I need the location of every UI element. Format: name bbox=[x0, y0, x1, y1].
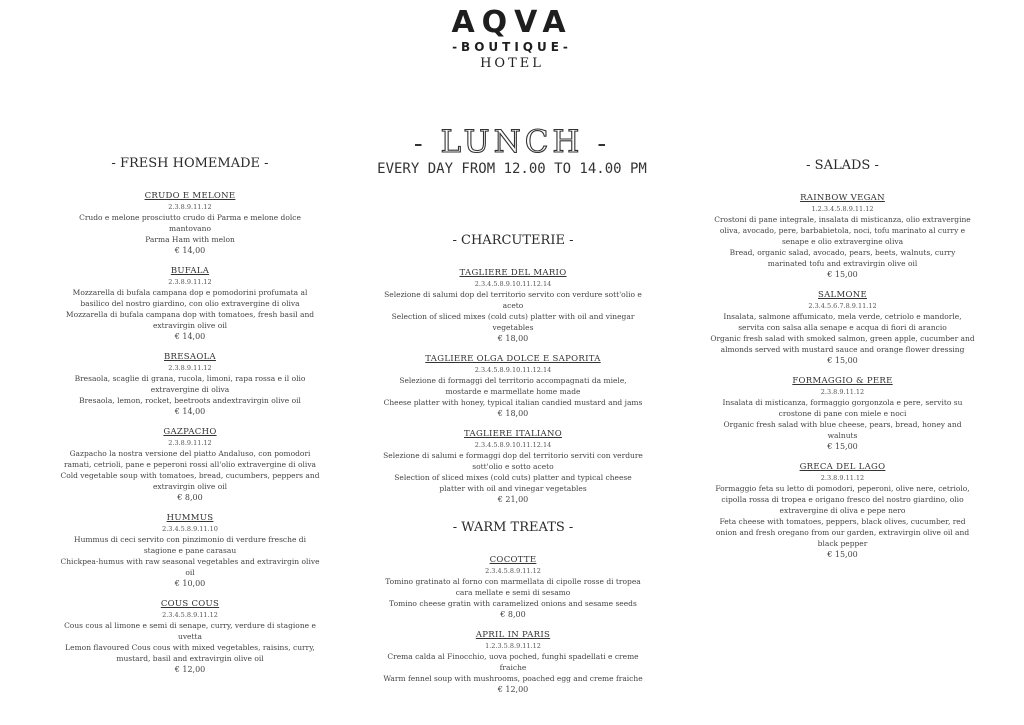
menu-item-name: FORMAGGIO & PERE bbox=[792, 376, 893, 386]
menu-list bbox=[60, 191, 320, 675]
menu-item bbox=[60, 513, 320, 589]
menu-item-price: € 15,00 bbox=[827, 270, 858, 279]
menu-item-price: € 8,00 bbox=[500, 610, 526, 619]
menu-item-allergens: 2.3.8.9.11.12 bbox=[168, 278, 212, 286]
menu-item-price: € 15,00 bbox=[827, 356, 858, 365]
menu-item bbox=[60, 191, 320, 256]
menu-item-name: CRUDO E MELONE bbox=[144, 191, 236, 201]
menu-item-description: Tomino gratinato al forno con marmellata di cipolle rosse di tropea cara mellate e semi di sesamo Tomino cheese gratin with caramelized onions and sesame seeds bbox=[385, 577, 641, 608]
menu-item bbox=[60, 427, 320, 503]
menu-list bbox=[383, 555, 643, 695]
menu-item-name: HUMMUS bbox=[166, 513, 214, 523]
menu-item-description: Hummus di ceci servito con pinzimonio di verdure fresche di stagione e pane carasau Chickpea-humus with raw seasonal vegetables and extravirgin olive oil bbox=[60, 535, 320, 577]
menu-item-price: € 15,00 bbox=[827, 550, 858, 559]
menu-item bbox=[383, 555, 643, 620]
menu-item-price: € 15,00 bbox=[827, 442, 858, 451]
menu-item-allergens: 2.3.8.9.11.12 bbox=[168, 439, 212, 447]
menu-item-name: GAZPACHO bbox=[163, 427, 217, 437]
section-title: - FRESH HOMEMADE - bbox=[111, 156, 269, 171]
menu-item-description: Bresaola, scaglie di grana, rucola, limoni, rapa rossa e il olio extravergine di oliva Bresaola, lemon, rocket, beetroots andextravirgin olive oil bbox=[74, 374, 306, 405]
menu-item-name: COUS COUS bbox=[160, 599, 220, 609]
menu-item-description: Formaggio feta su letto di pomodori, peperoni, olive nere, cetriolo, cipolla rossa di tropea e origano fresco del nostro giardino, olio extravergine di oliva e pepe nero Feta cheese with tomatoes, peppers, black olives, cucumber, red onion and fresh oregano from our garden, extravirgin olive oil and black pepper bbox=[715, 484, 970, 548]
menu-item-price: € 12,00 bbox=[174, 665, 206, 674]
menu-item-description: Selezione di salumi e formaggi dop del territorio serviti con verdure sott'olio e sotto aceto Selection of sliced mixes (cold cuts) platter and typical cheese platter with oil and vinegar vegetables bbox=[383, 451, 643, 493]
menu-item-price: € 18,00 bbox=[497, 409, 529, 418]
menu-item-name: BUFALA bbox=[170, 266, 210, 276]
menu-item-allergens: 2.3.8.9.11.12 bbox=[168, 203, 212, 211]
menu-item-description: Selezione di formaggi del territorio accompagnati da miele, mostarde e marmellate home made Cheese platter with honey, typical italian candied mustard and jams bbox=[383, 376, 643, 407]
menu-item-description: Crostoni di pane integrale, insalata di misticanza, olio extravergine oliva, avocado, pere, barbabietola, noci, tofu marinato al curry e senape e olio extravergine oliva Bread, organic salad, avocado, pears, beets, walnuts, curry marinated tofu and extravirgin olive oil bbox=[714, 215, 971, 268]
column-salads bbox=[710, 157, 975, 570]
menu-item-name: COCOTTE bbox=[489, 555, 537, 565]
menu-item-description: Crudo e melone prosciutto crudo di Parma e melone dolce mantovano Parma Ham with melon bbox=[79, 213, 301, 244]
menu-item-price: € 8,00 bbox=[177, 493, 203, 502]
menu-item-description: Insalata di misticanza, formaggio gorgonzola e pere, servito su crostone di pane con miele e noci Organic fresh salad with blue cheese, pears, bread, honey and walnuts bbox=[722, 398, 963, 440]
menu-item-allergens: 2.3.4.5.8.9.11.10 bbox=[162, 525, 218, 533]
menu-item bbox=[383, 630, 643, 695]
menu-item-description: Gazpacho la nostra versione del piatto Andaluso, con pomodori ramati, cetrioli, pane e peperoni rossi all'olio extravergine di oliva Cold vegetable soup with tomatoes, bread, cucumbers, peppers and extravirgin olive oil bbox=[60, 449, 320, 491]
menu-item-description: Crema calda al Finocchio, uova poched, funghi spadellati e creme fraiche Warm fennel soup with mushrooms, poached egg and creme fraiche bbox=[383, 652, 643, 683]
menu-item-name: BRESAOLA bbox=[164, 352, 216, 362]
menu-item bbox=[383, 429, 643, 505]
menu-item bbox=[60, 599, 320, 675]
lunch-title-text: LUNCH bbox=[440, 124, 584, 160]
title-dash-right: - bbox=[597, 129, 611, 159]
logo-subtitle: -BOUTIQUE- bbox=[452, 40, 572, 54]
menu-item-price: € 14,00 bbox=[174, 332, 206, 341]
menu-item-price: € 10,00 bbox=[174, 579, 206, 588]
menu-item bbox=[710, 193, 975, 280]
menu-item-name: TAGLIERE DEL MARIO bbox=[459, 268, 567, 278]
menu-item-allergens: 2.3.4.5.8.9.10.11.12.14 bbox=[474, 441, 552, 449]
menu-item-allergens: 2.3.4.5.8.9.11.12 bbox=[485, 567, 541, 575]
menu-item-price: € 21,00 bbox=[497, 495, 529, 504]
menu-item-allergens: 2.3.4.5.8.9.11.12 bbox=[162, 611, 218, 619]
menu-list bbox=[710, 193, 975, 560]
menu-item-description: Selezione di salumi dop del territorio servito con verdure sott'olio e aceto Selection of sliced mixes (cold cuts) platter with oil and vinegar vegetables bbox=[384, 290, 642, 332]
menu-item-allergens: 2.3.8.9.11.12 bbox=[168, 364, 212, 372]
menu-item-name: TAGLIERE ITALIANO bbox=[464, 429, 562, 439]
menu-item-allergens: 2.3.8.9.11.12 bbox=[820, 474, 865, 482]
menu-item bbox=[383, 268, 643, 344]
menu-item-allergens: 2.3.4.5.8.9.10.11.12.14 bbox=[474, 366, 552, 374]
menu-item-allergens: 2.3.8.9.11.12 bbox=[820, 388, 865, 396]
logo-hotel: HOTEL bbox=[480, 56, 544, 71]
hotel-logo bbox=[0, 6, 1024, 74]
menu-item-description: Cous cous al limone e semi di senape, curry, verdure di stagione e uvetta Lemon flavoured Cous cous with mixed vegetables, raisins, curry, mustard, basil and extravirgin olive oil bbox=[64, 621, 316, 663]
menu-item-allergens: 2.3.4.5.8.9.10.11.12.14 bbox=[474, 280, 552, 288]
menu-item bbox=[710, 290, 975, 366]
menu-item-description: Insalata, salmone affumicato, mela verde, cetriolo e mandorle, servita con salsa alla senape e acqua di fiori di arancio Organic fresh salad with smoked salmon, green apple, cucumber and almonds served with mustard sauce and orange flower dressing bbox=[710, 312, 975, 354]
menu-item-price: € 14,00 bbox=[174, 407, 206, 416]
menu-item-name: SALMONE bbox=[817, 290, 868, 300]
lunch-hours: EVERY DAY FROM 12.00 TO 14.00 PM bbox=[377, 161, 647, 177]
menu-item-name: GRECA DEL LAGO bbox=[799, 462, 886, 472]
menu-item-price: € 14,00 bbox=[174, 246, 206, 255]
column-fresh-homemade bbox=[60, 155, 320, 685]
menu-item bbox=[710, 376, 975, 452]
menu-item-name: RAINBOW VEGAN bbox=[800, 193, 885, 203]
menu-item-name: TAGLIERE OLGA DOLCE E SAPORITA bbox=[425, 354, 601, 364]
menu-item-price: € 18,00 bbox=[497, 334, 529, 343]
menu-item-allergens: 1.2.3.4.5.8.9.11.12 bbox=[811, 205, 874, 213]
menu-item-allergens: 2.3.4.5.6.7.8.9.11.12 bbox=[808, 302, 877, 310]
column-charcuterie-warm bbox=[383, 232, 643, 705]
menu-item bbox=[60, 266, 320, 342]
menu-item-description: Mozzarella di bufala campana dop e pomodorini profumata al basilico del nostro giardino, con olio extravergine di oliva Mozzarella di bufala campana dop with tomatoes, fresh basil and extravirgin olive oil bbox=[65, 288, 315, 330]
menu-item-price: € 12,00 bbox=[497, 685, 529, 694]
menu-item bbox=[383, 354, 643, 419]
section-title: - WARM TREATS - bbox=[452, 520, 574, 535]
section-title: - CHARCUTERIE - bbox=[452, 233, 574, 248]
logo-brand: AQVA bbox=[451, 5, 573, 40]
menu-list bbox=[383, 268, 643, 505]
title-dash-left: - bbox=[413, 129, 427, 159]
menu-item bbox=[60, 352, 320, 417]
menu-item-allergens: 1.2.3.5.8.9.11.12 bbox=[485, 642, 541, 650]
section-title: - SALADS - bbox=[806, 158, 879, 173]
menu-item bbox=[710, 462, 975, 560]
menu-item-name: APRIL IN PARIS bbox=[475, 630, 551, 640]
